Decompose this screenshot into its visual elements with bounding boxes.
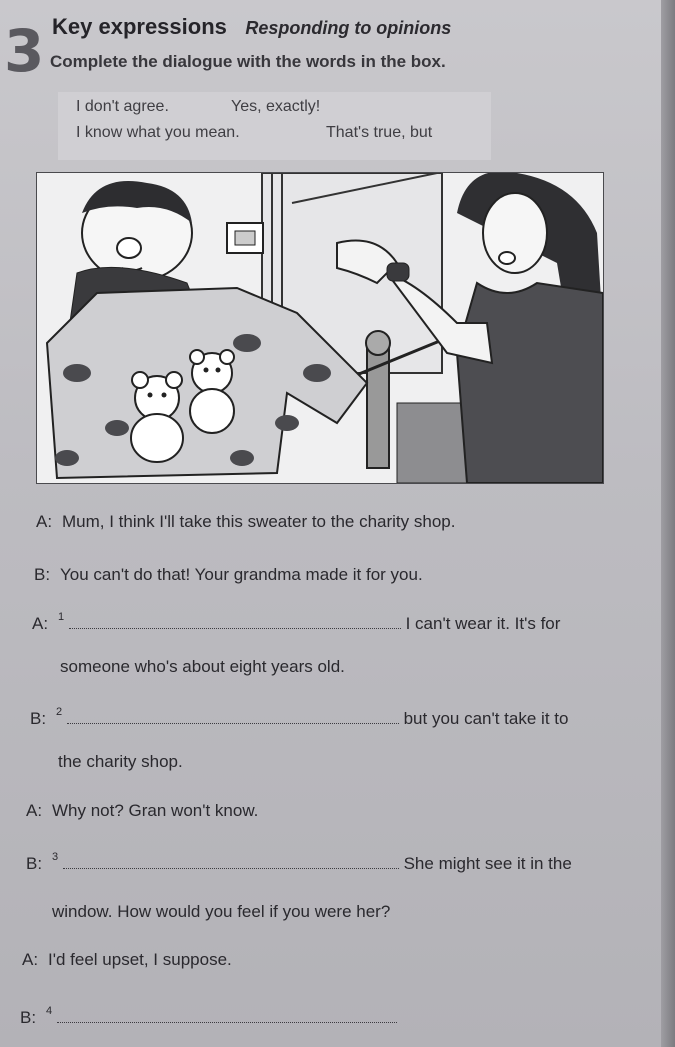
cartoon-illustration — [36, 172, 604, 484]
speaker-label: A: — [32, 614, 49, 633]
dialogue-line — [58, 752, 183, 772]
blank-number: 2 — [56, 706, 63, 719]
speaker-label: A: — [22, 950, 39, 969]
instruction: Complete the dialogue with the words in the box. — [50, 52, 446, 71]
dialogue-line — [30, 705, 568, 729]
blank-number: 1 — [58, 611, 65, 624]
answer-blank-2[interactable] — [67, 705, 399, 724]
line-text: I can't wear it. It's for — [405, 614, 561, 633]
line-text: Mum, I think I'll take this sweater to the charity shop. — [62, 512, 456, 531]
speaker-label: B: — [34, 565, 51, 584]
dialogue-line — [26, 801, 258, 821]
page-edge — [661, 0, 675, 1047]
speaker-label: A: — [26, 801, 43, 820]
line-text: You can't do that! Your grandma made it for you. — [60, 565, 423, 584]
dialogue-line — [26, 850, 572, 874]
dialogue-line — [60, 657, 345, 677]
word-option: That's true, but — [326, 124, 433, 141]
blank-number: 4 — [46, 1005, 53, 1018]
title-subtitle: Responding to opinions — [245, 18, 452, 38]
line-text: Why not? Gran won't know. — [52, 801, 259, 820]
title-main: Key expressions — [52, 14, 227, 39]
word-option: Yes, exactly! — [231, 98, 321, 115]
speaker-label: B: — [26, 854, 43, 873]
dialogue-line — [52, 902, 390, 922]
word-option: I know what you mean. — [76, 124, 240, 141]
speaker-label: B: — [30, 709, 47, 728]
word-box-row — [76, 98, 491, 124]
word-box — [58, 92, 491, 160]
cartoon-drawing — [37, 173, 603, 483]
dialogue-line — [20, 1004, 397, 1028]
dialogue-line — [32, 610, 560, 634]
line-text: the charity shop. — [58, 752, 183, 771]
line-text: I'd feel upset, I suppose. — [48, 950, 232, 969]
line-text: someone who's about eight years old. — [60, 657, 345, 676]
dialogue-line — [36, 512, 455, 532]
exercise-number: 3 — [4, 17, 45, 85]
word-box-row — [76, 124, 491, 150]
blank-number: 3 — [52, 851, 59, 864]
speaker-label: A: — [36, 512, 53, 531]
exercise-title — [52, 14, 451, 40]
line-text: window. How would you feel if you were her? — [52, 902, 391, 921]
line-text: She might see it in the — [403, 854, 572, 873]
line-text: but you can't take it to — [403, 709, 569, 728]
dialogue-line — [34, 565, 423, 585]
answer-blank-3[interactable] — [63, 850, 399, 869]
answer-blank-4[interactable] — [57, 1004, 397, 1023]
speaker-label: B: — [20, 1008, 37, 1027]
answer-blank-1[interactable] — [69, 610, 401, 629]
dialogue-line — [22, 950, 232, 970]
word-option: I don't agree. — [76, 98, 169, 115]
